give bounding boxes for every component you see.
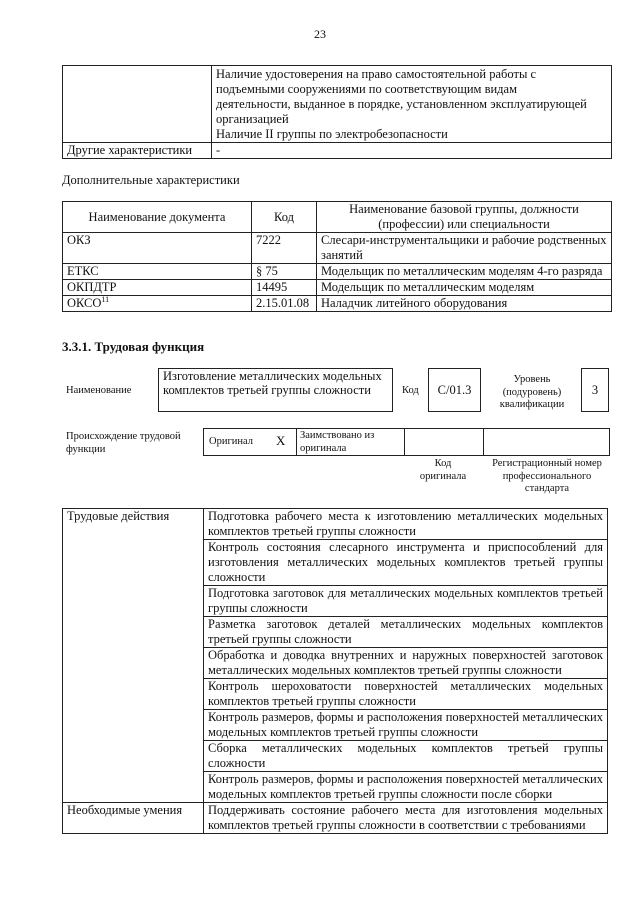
column-header: Наименование документа: [63, 202, 252, 233]
name-cell: Модельщик по металлическим моделям 4-го разряда: [317, 264, 612, 280]
table-row: [63, 66, 612, 143]
action-item: Подготовка рабочего места к изготовлению металлических модельных комплектов третьей группы сложности: [204, 509, 608, 540]
table-row: [63, 143, 612, 159]
additional-title: Дополнительные характеристики: [62, 173, 240, 187]
row-value: [212, 66, 612, 143]
row-label: [63, 66, 212, 143]
section-title: 3.3.1. Трудовая функция: [62, 339, 205, 354]
doc-cell: ОКПДТР: [63, 280, 252, 296]
requirement-line: Наличие II группы по электробезопасности: [216, 127, 448, 141]
code-original-caption: Код оригинала: [419, 458, 467, 482]
original-mark: X: [276, 433, 286, 448]
level-label: Уровень (подуровень) квалификации: [499, 374, 565, 410]
skill-item: Поддерживать состояние рабочего места для изготовления модельных комплектов третьей группы сложности в соответствии с требованиями: [204, 803, 608, 834]
table-row: [63, 280, 612, 296]
original-label: Оригинал: [209, 436, 253, 447]
doc-cell: ЕТКС: [63, 264, 252, 280]
action-item: Обработка и доводка внутренних и наружных поверхностей заготовок металлических модельных комплектов третьей группы сложности: [204, 648, 608, 679]
table-row: [63, 803, 608, 834]
action-item: Контроль шероховатости поверхностей металлических модельных комплектов третьей группы сложности: [204, 679, 608, 710]
requirement-line: деятельности, выданное в порядке, установленном эксплуатирующей: [216, 97, 587, 111]
doc-cell: ОКЗ: [63, 233, 252, 264]
name-cell: Слесари-инструментальщики и рабочие родственных занятий: [317, 233, 612, 264]
code-cell: 7222: [252, 233, 317, 264]
row-label: Другие характеристики: [63, 143, 212, 159]
function-name: Изготовление металлических модельных комплектов третьей группы сложности: [163, 369, 382, 397]
name-label: Наименование: [66, 385, 132, 396]
table-header-row: [63, 202, 612, 233]
code-value: C/01.3: [437, 383, 472, 397]
action-item: Контроль состояния слесарного инструмента и приспособлений для изготовления металлических модельных комплектов третьей группы сложности: [204, 540, 608, 586]
action-item: Разметка заготовок деталей металлических модельных комплектов третьей группы сложности: [204, 617, 608, 648]
action-item: Контроль размеров, формы и расположения поверхностей металлических модельных комплектов третьей группы сложности: [204, 710, 608, 741]
origin-divider: [296, 428, 297, 456]
reg-number-caption: Регистрационный номер профессионального стандарта: [492, 458, 602, 494]
code-cell: 14495: [252, 280, 317, 296]
action-item: Сборка металлических модельных комплектов третьей группы сложности: [204, 741, 608, 772]
function-table: [62, 508, 608, 834]
table-row: [63, 509, 608, 540]
footnote-mark: 11: [101, 294, 110, 304]
skills-label: Необходимые умения: [63, 803, 204, 834]
column-header: Наименование базовой группы, должности (профессии) или специальности: [317, 202, 612, 233]
code-label: Код: [402, 385, 419, 396]
name-cell: Модельщик по металлическим моделям: [317, 280, 612, 296]
table-row: [63, 296, 612, 312]
origin-divider: [404, 428, 405, 456]
level-value: 3: [591, 383, 599, 397]
requirement-line: организацией: [216, 112, 289, 126]
action-item: Подготовка заготовок для металлических модельных комплектов третьей группы сложности: [204, 586, 608, 617]
page-number: 23: [314, 27, 326, 41]
origin-divider: [483, 428, 484, 456]
doc-cell: [63, 296, 252, 312]
column-header: Код: [252, 202, 317, 233]
row-value: -: [212, 143, 612, 159]
origin-box: [203, 428, 610, 456]
top-table: [62, 65, 612, 159]
table-row: [63, 233, 612, 264]
additional-table: [62, 201, 612, 312]
borrowed-label: Заимствовано из оригинала: [300, 430, 375, 454]
actions-label: Трудовые действия: [63, 509, 204, 803]
requirement-line: подъемными сооружениями по соответствующим видам: [216, 82, 518, 96]
table-row: [63, 264, 612, 280]
code-cell: 2.15.01.08: [252, 296, 317, 312]
requirement-line: Наличие удостоверения на право самостоятельной работы с: [216, 67, 537, 81]
origin-label: Происхождение трудовой функции: [66, 431, 181, 455]
code-cell: § 75: [252, 264, 317, 280]
action-item: Контроль размеров, формы и расположения поверхностей металлических модельных комплектов третьей группы сложности после сборки: [204, 772, 608, 803]
doc-name: ОКСО: [67, 296, 102, 310]
name-cell: Наладчик литейного оборудования: [317, 296, 612, 312]
